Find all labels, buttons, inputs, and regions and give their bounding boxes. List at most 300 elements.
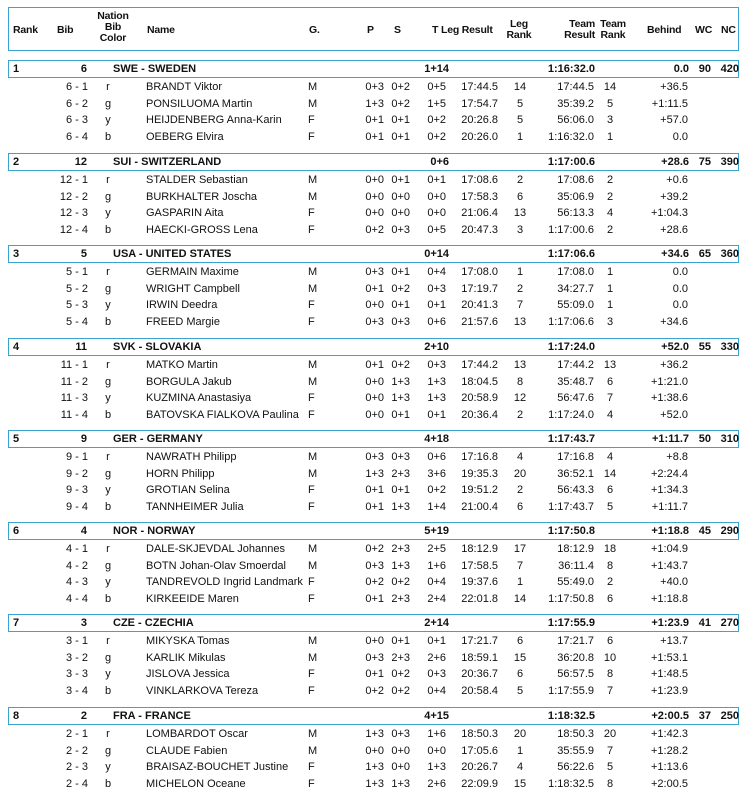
athlete-leg-result: 18:59.1: [461, 651, 498, 664]
athlete-name: GROTIAN Selina: [146, 484, 230, 497]
athlete-s: 0+0: [391, 744, 410, 757]
team-nation: CZE - CZECHIA: [113, 617, 194, 629]
athlete-leg-rank: 6: [516, 500, 524, 513]
team-wc: 65: [698, 248, 711, 260]
team-behind: +34.6: [661, 248, 689, 260]
athlete-leg-result: 20:58.4: [461, 684, 498, 697]
athlete-team-result: 56:57.5: [557, 668, 594, 681]
athlete-t: 0+2: [427, 130, 446, 143]
athlete-p: 0+1: [365, 592, 384, 605]
athlete-bib: 4 - 4: [65, 592, 88, 605]
athlete-bib: 12 - 2: [59, 190, 88, 203]
athlete-color: r: [106, 728, 110, 740]
athlete-bib: 2 - 3: [65, 761, 88, 774]
athlete-behind: 0.0: [672, 282, 688, 295]
athlete-leg-result: 20:36.7: [461, 668, 498, 681]
athlete-color: r: [106, 635, 110, 647]
athlete-s: 2+3: [391, 651, 410, 664]
athlete-color: y: [105, 668, 111, 681]
athlete-behind: +39.2: [660, 190, 688, 203]
athlete-leg-result: 17:05.6: [461, 744, 498, 757]
athlete-s: 0+2: [391, 97, 410, 110]
athlete-leg-rank: 15: [513, 651, 527, 664]
team-nc: 420: [720, 63, 739, 75]
team-rank: 6: [13, 525, 20, 537]
team-rank: 5: [13, 433, 20, 445]
athlete-color: r: [106, 451, 110, 463]
athlete-s: 1+3: [391, 559, 410, 572]
athlete-row: [8, 726, 739, 743]
athlete-s: 0+3: [391, 315, 410, 328]
athlete-color: r: [106, 174, 110, 186]
team-nation: SVK - SLOVAKIA: [113, 341, 202, 353]
athlete-leg-result: 19:35.3: [461, 467, 498, 480]
athlete-name: NAWRATH Philipp: [146, 451, 237, 463]
athlete-t: 0+2: [427, 484, 446, 497]
athlete-bib: 12 - 3: [59, 207, 88, 220]
athlete-g: M: [308, 282, 318, 295]
team-nc: 330: [720, 341, 739, 353]
athlete-leg-result: 20:26.0: [461, 130, 498, 143]
athlete-s: 2+3: [391, 592, 410, 605]
athlete-name: OEBERG Elvira: [146, 130, 224, 143]
athlete-g: F: [308, 130, 315, 143]
athlete-t: 0+0: [427, 207, 446, 220]
header-leg-rank: Leg Rank: [506, 18, 532, 41]
athlete-row: [8, 499, 739, 516]
athlete-team-rank: 1: [606, 282, 614, 295]
athlete-bib: 3 - 3: [65, 668, 88, 681]
athlete-team-rank: 3: [606, 315, 614, 328]
athlete-t: 0+4: [427, 576, 446, 589]
team-row: [8, 430, 739, 448]
athlete-leg-result: 17:21.7: [461, 635, 498, 647]
team-nation: NOR - NORWAY: [113, 525, 196, 537]
athlete-leg-result: 17:44.2: [461, 359, 498, 371]
athlete-t: 0+4: [427, 684, 446, 697]
athlete-team-result: 1:16:32.0: [548, 130, 594, 143]
header-bib: Bib: [57, 24, 74, 36]
team-result: 1:17:50.8: [547, 525, 595, 537]
athlete-leg-result: 21:57.6: [461, 315, 498, 328]
athlete-row: [8, 743, 739, 760]
athlete-t: 0+2: [427, 114, 446, 127]
athlete-g: F: [308, 484, 315, 497]
athlete-behind: +1:42.3: [650, 728, 688, 740]
athlete-team-rank: 4: [606, 451, 614, 463]
athlete-team-result: 35:55.9: [557, 744, 594, 757]
athlete-row: [8, 574, 739, 591]
athlete-p: 0+3: [365, 81, 384, 93]
athlete-g: M: [308, 744, 318, 757]
athlete-name: KUZMINA Anastasiya: [146, 392, 252, 405]
athlete-behind: +0.6: [666, 174, 688, 186]
athlete-color: b: [104, 592, 112, 605]
athlete-leg-result: 20:26.7: [461, 761, 498, 774]
athlete-team-result: 56:22.6: [557, 761, 594, 774]
athlete-bib: 3 - 4: [65, 684, 88, 697]
table-header: [8, 7, 739, 51]
athlete-row: [8, 222, 739, 239]
athlete-leg-result: 17:19.7: [461, 282, 498, 295]
team-nation: SUI - SWITZERLAND: [113, 156, 222, 168]
athlete-p: 0+1: [365, 500, 384, 513]
athlete-team-rank: 7: [606, 392, 614, 405]
athlete-p: 0+3: [365, 315, 384, 328]
athlete-s: 0+1: [391, 174, 410, 186]
athlete-name: JISLOVA Jessica: [146, 668, 230, 681]
athlete-leg-rank: 14: [513, 592, 527, 605]
team-bib: 4: [80, 525, 87, 537]
athlete-t: 0+6: [427, 451, 446, 463]
athlete-bib: 6 - 3: [65, 114, 88, 127]
athlete-bib: 9 - 4: [65, 500, 88, 513]
athlete-team-rank: 4: [606, 408, 614, 421]
athlete-g: F: [308, 576, 315, 589]
athlete-p: 1+3: [365, 467, 384, 480]
athlete-row: [8, 650, 739, 667]
athlete-leg-rank: 4: [516, 761, 524, 774]
athlete-bib: 2 - 1: [65, 728, 88, 740]
athlete-g: M: [308, 359, 318, 371]
athlete-team-result: 18:50.3: [557, 728, 594, 740]
athlete-bib: 3 - 2: [65, 651, 88, 664]
athlete-team-result: 36:11.4: [558, 559, 594, 572]
athlete-s: 0+2: [391, 668, 410, 681]
athlete-behind: +40.0: [660, 576, 688, 589]
athlete-p: 0+1: [365, 359, 384, 371]
team-nation: USA - UNITED STATES: [113, 248, 232, 260]
athlete-leg-rank: 6: [516, 635, 524, 647]
athlete-s: 0+1: [391, 299, 410, 312]
team-behind: +28.6: [661, 156, 689, 168]
athlete-s: 0+2: [391, 359, 410, 371]
athlete-behind: +57.0: [660, 114, 688, 127]
athlete-leg-rank: 1: [516, 744, 524, 757]
athlete-row: [8, 466, 739, 483]
athlete-color: g: [104, 744, 112, 757]
athlete-leg-rank: 3: [516, 223, 524, 236]
athlete-behind: 0.0: [672, 299, 688, 312]
team-rank: 4: [13, 341, 20, 353]
team-total: 2+14: [424, 617, 449, 629]
athlete-leg-rank: 20: [513, 467, 527, 480]
athlete-leg-rank: 5: [516, 114, 524, 127]
team-row: [8, 338, 739, 356]
athlete-row: [8, 541, 739, 558]
header-total: T: [432, 24, 439, 36]
athlete-behind: +1:18.8: [650, 592, 688, 605]
athlete-g: F: [308, 207, 315, 220]
athlete-p: 0+1: [365, 668, 384, 681]
athlete-color: r: [106, 81, 110, 93]
team-wc: 50: [698, 433, 711, 445]
team-nc: 250: [720, 710, 739, 722]
athlete-team-rank: 8: [606, 559, 614, 572]
athlete-team-result: 17:16.8: [557, 451, 594, 463]
athlete-color: g: [104, 375, 112, 388]
athlete-leg-result: 17:08.6: [461, 174, 498, 186]
athlete-g: M: [308, 174, 318, 186]
athlete-behind: +2:00.5: [650, 777, 688, 790]
athlete-leg-rank: 13: [513, 207, 527, 220]
athlete-behind: 0.0: [672, 266, 688, 278]
athlete-g: F: [308, 668, 315, 681]
athlete-bib: 12 - 1: [59, 174, 88, 186]
athlete-leg-rank: 14: [513, 81, 527, 93]
athlete-leg-rank: 2: [516, 282, 524, 295]
athlete-s: 0+1: [391, 408, 410, 421]
athlete-bib: 5 - 4: [65, 315, 88, 328]
team-behind: +52.0: [661, 341, 689, 353]
athlete-s: 0+3: [391, 728, 410, 740]
athlete-p: 0+1: [365, 484, 384, 497]
team-result: 1:17:06.6: [547, 248, 595, 260]
athlete-t: 0+1: [427, 635, 446, 647]
team-result: 1:18:32.5: [547, 710, 595, 722]
athlete-s: 0+2: [391, 81, 410, 93]
athlete-row: [8, 407, 739, 424]
athlete-g: M: [308, 467, 318, 480]
athlete-team-rank: 5: [606, 500, 614, 513]
athlete-t: 2+6: [427, 651, 446, 664]
athlete-g: F: [308, 761, 315, 774]
athlete-leg-result: 20:58.9: [461, 392, 498, 405]
athlete-leg-rank: 6: [516, 190, 524, 203]
athlete-behind: 0.0: [672, 130, 688, 143]
athlete-leg-rank: 4: [516, 451, 524, 463]
athlete-row: [8, 558, 739, 575]
athlete-color: b: [104, 408, 112, 421]
athlete-leg-result: 21:00.4: [461, 500, 498, 513]
athlete-bib: 6 - 4: [65, 130, 88, 143]
athlete-t: 2+5: [427, 543, 446, 555]
athlete-color: y: [105, 761, 111, 774]
athlete-s: 2+3: [391, 543, 410, 555]
team-wc: 55: [698, 341, 711, 353]
athlete-row: [8, 591, 739, 608]
athlete-leg-result: 20:41.3: [461, 299, 498, 312]
athlete-behind: +8.8: [666, 451, 688, 463]
athlete-color: y: [105, 392, 111, 405]
athlete-t: 0+0: [427, 744, 446, 757]
athlete-row: [8, 314, 739, 331]
athlete-g: M: [308, 635, 318, 647]
athlete-team-rank: 2: [606, 174, 614, 186]
athlete-g: F: [308, 114, 315, 127]
athlete-team-result: 36:52.1: [557, 467, 594, 480]
athlete-row: [8, 633, 739, 650]
athlete-team-result: 36:20.8: [557, 651, 594, 664]
athlete-s: 1+3: [391, 777, 410, 790]
athlete-team-result: 34:27.7: [557, 282, 594, 295]
athlete-row: [8, 776, 739, 793]
team-bib: 11: [75, 341, 87, 353]
athlete-name: KIRKEEIDE Maren: [146, 592, 239, 605]
athlete-team-rank: 5: [606, 97, 614, 110]
athlete-leg-rank: 12: [513, 392, 527, 405]
athlete-behind: +1:11.5: [651, 97, 688, 110]
team-result: 1:17:55.9: [547, 617, 595, 629]
athlete-p: 0+3: [365, 451, 384, 463]
athlete-behind: +1:21.0: [650, 375, 688, 388]
athlete-name: GASPARIN Aita: [146, 207, 224, 220]
header-behind: Behind: [647, 24, 682, 36]
athlete-s: 0+0: [391, 207, 410, 220]
athlete-row: [8, 112, 739, 129]
athlete-bib: 9 - 1: [65, 451, 88, 463]
athlete-color: g: [104, 467, 112, 480]
athlete-leg-rank: 1: [516, 130, 524, 143]
athlete-color: g: [104, 97, 112, 110]
team-nc: 290: [720, 525, 739, 537]
header-name: Name: [147, 24, 175, 36]
athlete-p: 0+1: [365, 282, 384, 295]
athlete-t: 3+6: [427, 467, 446, 480]
team-bib: 12: [74, 156, 87, 168]
athlete-team-rank: 13: [603, 359, 617, 371]
athlete-name: PONSILUOMA Martin: [146, 97, 253, 110]
athlete-s: 0+0: [391, 761, 410, 774]
team-total: 5+19: [424, 525, 449, 537]
athlete-name: IRWIN Deedra: [146, 299, 218, 312]
team-row: [8, 60, 739, 78]
athlete-name: HORN Philipp: [146, 467, 215, 480]
athlete-g: F: [308, 392, 315, 405]
team-wc: 41: [698, 617, 711, 629]
athlete-color: g: [104, 651, 112, 664]
athlete-leg-rank: 5: [516, 684, 524, 697]
athlete-team-result: 1:17:00.6: [548, 223, 594, 236]
team-total: 0+14: [424, 248, 449, 260]
athlete-leg-result: 20:26.8: [461, 114, 498, 127]
athlete-team-result: 1:17:55.9: [548, 684, 594, 697]
team-rank: 8: [13, 710, 20, 722]
athlete-name: BOTN Johan-Olav Smoerdal: [146, 559, 286, 572]
team-behind: +1:11.7: [651, 433, 689, 445]
athlete-bib: 4 - 3: [65, 576, 88, 589]
athlete-p: 0+0: [365, 174, 384, 186]
athlete-color: b: [104, 500, 112, 513]
athlete-behind: +1:23.9: [650, 684, 688, 697]
athlete-row: [8, 264, 739, 281]
athlete-p: 0+1: [365, 130, 384, 143]
athlete-p: 0+2: [365, 684, 384, 697]
athlete-bib: 6 - 1: [65, 81, 88, 93]
athlete-leg-result: 19:37.6: [461, 576, 498, 589]
athlete-leg-result: 17:16.8: [461, 451, 498, 463]
header-nation-bib-color: Nation Bib Color: [97, 10, 129, 44]
athlete-bib: 11 - 2: [60, 375, 88, 388]
team-behind: +1:18.8: [651, 525, 689, 537]
athlete-t: 0+1: [427, 174, 446, 186]
athlete-behind: +1:04.3: [650, 207, 688, 220]
athlete-team-result: 1:17:24.0: [548, 408, 594, 421]
athlete-color: y: [105, 576, 111, 589]
athlete-behind: +1:34.3: [650, 484, 688, 497]
team-result: 1:16:32.0: [547, 63, 595, 75]
athlete-g: M: [308, 97, 318, 110]
athlete-behind: +1:13.6: [650, 761, 688, 774]
athlete-leg-rank: 7: [516, 299, 524, 312]
athlete-name: TANDREVOLD Ingrid Landmark: [146, 576, 303, 589]
athlete-s: 0+2: [391, 282, 410, 295]
athlete-color: b: [104, 315, 112, 328]
team-result: 1:17:00.6: [547, 156, 595, 168]
athlete-p: 0+0: [365, 635, 384, 647]
athlete-color: y: [105, 114, 111, 127]
athlete-team-rank: 6: [606, 635, 614, 647]
team-row: [8, 245, 739, 263]
athlete-row: [8, 297, 739, 314]
athlete-leg-rank: 2: [516, 484, 524, 497]
athlete-team-result: 1:18:32.5: [548, 777, 594, 790]
athlete-team-result: 17:21.7: [557, 635, 594, 647]
athlete-team-rank: 8: [606, 777, 614, 790]
athlete-color: y: [105, 484, 111, 497]
team-bib: 5: [80, 248, 87, 260]
athlete-g: M: [308, 81, 318, 93]
athlete-team-rank: 7: [606, 744, 614, 757]
team-nation: SWE - SWEDEN: [113, 63, 197, 75]
team-nc: 390: [720, 156, 739, 168]
athlete-team-rank: 20: [603, 728, 617, 740]
athlete-bib: 5 - 3: [65, 299, 88, 312]
athlete-behind: +34.6: [660, 315, 688, 328]
athlete-team-rank: 2: [606, 576, 614, 589]
athlete-behind: +36.5: [660, 81, 688, 93]
header-wc: WC: [695, 24, 713, 36]
athlete-t: 1+3: [427, 375, 446, 388]
athlete-team-result: 1:17:06.6: [548, 315, 594, 328]
athlete-s: 0+1: [391, 114, 410, 127]
athlete-s: 0+0: [391, 190, 410, 203]
athlete-color: y: [105, 299, 111, 312]
athlete-name: BATOVSKA FIALKOVA Paulina: [146, 408, 299, 421]
athlete-p: 0+2: [365, 223, 384, 236]
athlete-leg-result: 17:58.3: [461, 190, 498, 203]
athlete-bib: 12 - 4: [59, 223, 88, 236]
team-nc: 310: [720, 433, 739, 445]
athlete-team-rank: 14: [603, 81, 617, 93]
athlete-leg-rank: 1: [516, 576, 524, 589]
athlete-g: F: [308, 684, 315, 697]
athlete-leg-rank: 7: [516, 559, 524, 572]
team-row: [8, 522, 739, 540]
athlete-team-result: 56:43.3: [557, 484, 594, 497]
athlete-g: M: [308, 266, 318, 278]
athlete-bib: 6 - 2: [65, 97, 88, 110]
athlete-t: 0+0: [427, 190, 446, 203]
athlete-team-result: 17:44.2: [557, 359, 594, 371]
athlete-name: GERMAIN Maxime: [146, 266, 239, 278]
team-result: 1:17:43.7: [547, 433, 595, 445]
athlete-name: VINKLARKOVA Tereza: [146, 684, 259, 697]
team-rank: 1: [13, 63, 20, 75]
athlete-g: F: [308, 315, 315, 328]
athlete-team-rank: 1: [606, 299, 614, 312]
athlete-leg-result: 17:44.5: [461, 81, 498, 93]
athlete-s: 2+3: [391, 467, 410, 480]
athlete-leg-rank: 1: [516, 266, 524, 278]
athlete-team-rank: 3: [606, 114, 614, 127]
athlete-name: KARLIK Mikulas: [146, 651, 226, 664]
team-total: 0+6: [430, 156, 449, 168]
athlete-team-rank: 18: [603, 543, 617, 555]
athlete-color: g: [104, 559, 112, 572]
athlete-bib: 5 - 1: [65, 266, 88, 278]
athlete-team-rank: 2: [606, 223, 614, 236]
